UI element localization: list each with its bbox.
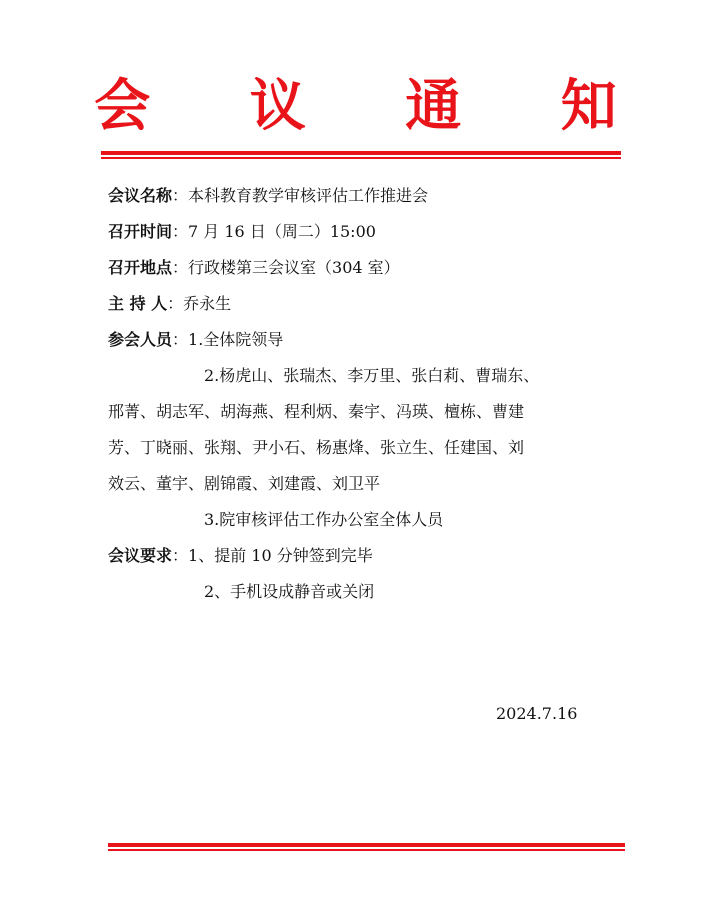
footer-divider [108, 843, 625, 851]
meeting-place-label: 召开地点 [108, 258, 173, 277]
attendees-item-2-line-4: 效云、董宇、剧锦霞、刘建霞、刘卫平 [108, 474, 381, 493]
meeting-host-value: ：乔永生 [167, 294, 232, 313]
notice-title: 会 议 通 知 [94, 73, 657, 139]
attendees-row [108, 322, 613, 358]
meeting-host-row [108, 286, 613, 322]
meeting-place-value: ：行政楼第三会议室（304 室） [172, 258, 400, 277]
meeting-name-label: 会议名称 [108, 186, 173, 205]
header-divider-thin [101, 157, 621, 159]
notice-date: 2024.7.16 [496, 704, 578, 723]
attendees-item-2-line-3: 芳、丁晓丽、张翔、尹小石、杨惠烽、张立生、任建国、刘 [108, 438, 525, 457]
notice-body [108, 178, 613, 610]
meeting-time-row [108, 214, 613, 250]
meeting-host-label: 主 持 人 [108, 294, 168, 313]
attendees-item-1: ：1.全体院领导 [172, 330, 284, 349]
attendees-item-2-line-1: 2.杨虎山、张瑞杰、李万里、张白莉、曹瑞东、 [204, 366, 540, 385]
meeting-place-row [108, 250, 613, 286]
attendees-item-3: 3.院审核评估工作办公室全体人员 [204, 510, 444, 529]
header-divider [101, 151, 621, 159]
footer-divider-thin [108, 849, 625, 851]
attendees-item-2-line-2: 邢菁、胡志军、胡海燕、程利炳、秦宇、冯瑛、檀栋、曹建 [108, 402, 525, 421]
meeting-name-value: ：本科教育教学审核评估工作推进会 [172, 186, 429, 205]
requirements-item-1: ：1、提前 10 分钟签到完毕 [172, 546, 373, 565]
requirements-row [108, 538, 613, 574]
requirements-item-2: 2、手机设成静音或关闭 [204, 582, 375, 601]
meeting-name-row [108, 178, 613, 214]
meeting-time-value: ：7 月 16 日（周二）15:00 [172, 222, 376, 241]
meeting-time-label: 召开时间 [108, 222, 173, 241]
requirements-label: 会议要求 [108, 546, 173, 565]
attendees-label: 参会人员 [108, 330, 173, 349]
